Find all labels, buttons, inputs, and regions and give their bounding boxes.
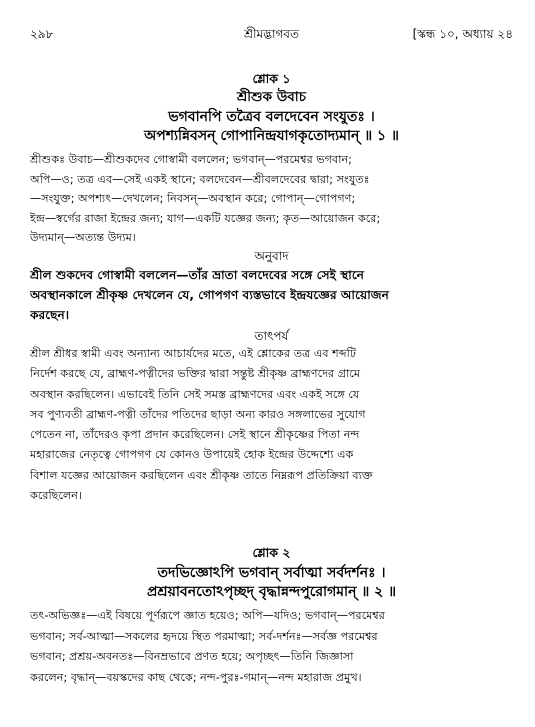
page-number: ২৯৮ <box>30 27 54 41</box>
purport-line: বিশাল যজ্ঞের আয়োজন করছিলেন এবং শ্রীকৃষ্ণ তাতে নিম্নরূপ প্রতিক্রিয়া ব্যক্ত <box>30 468 373 482</box>
synonym-line: ভগবান; প্রশ্রয়-অবনতঃ—বিনম্রভাবে প্রণত হয়ে; অপৃচ্ছৎ—তিনি জিজ্ঞাসা <box>30 650 354 663</box>
verse-line: অপশ্যন্নিবসন্ গোপানিন্দ্রযাগকৃতোদ্যমান্ ॥ ১ ॥ <box>144 128 399 144</box>
synonym-line: অপি—ও; তত্র এব—সেই একই স্থানে; বলদেবেন—শ্রীবলদেবের দ্বারা; সংযুতঃ <box>30 172 370 186</box>
purport-line: শ্রীল শ্রীধর স্বামী এবং অন্যান্য আচার্যদের মতে, এই শ্লোকের তত্র এব শব্দটি <box>30 347 356 360</box>
translation-line: করছেন। <box>30 308 70 322</box>
page-header <box>30 26 513 46</box>
synonym-line: —সংযুক্ত; অপশ্যৎ—দেখলেন; নিবসন্—অবস্থান করে; গোপান্—গোপগণ; <box>30 192 356 205</box>
purport-line: নির্দেশ করছে যে, ব্রাহ্মণ-পত্নীদের ভক্তির দ্বারা সন্তুষ্ট শ্রীকৃষ্ণ ব্রাহ্মণদের গ্রামে <box>30 367 361 381</box>
translation-heading: অনুবাদ <box>254 249 289 263</box>
purport-line: পেতেন না, তাঁদেরও কৃপা প্রদান করেছিলেন। সেই স্থানে শ্রীকৃষ্ণের পিতা নন্দ <box>30 428 360 442</box>
purport-heading: তাৎপর্য <box>254 329 289 343</box>
synonym-line: ভগবান; সর্ব-আত্মা—সকলের হৃদয়ে স্থিত পরমাত্মা; সর্ব-দর্শনঃ—সর্বজ্ঞ পরমেশ্বর <box>30 629 378 643</box>
purport-line: সব পুণ্যবতী ব্রাহ্মণ-পত্নী তাঁদের পতিদের ছাড়া অন্য কারও সঙ্গলাভের সুযোগ <box>30 407 366 421</box>
translation-line: শ্রীল শুকদেব গোস্বামী বললেন—তাঁর ভ্রাতা বলদেবের সঙ্গে সেই স্থানে <box>30 268 365 282</box>
verse-2-text <box>30 564 513 602</box>
purport-line: অবস্থান করছিলেন। এভাবেই তিনি সেই সমস্ত ব্রাহ্মণদের এবং একই সঙ্গে যে <box>30 387 360 401</box>
verse-line: প্রশ্রয়াবনতোঽপৃচ্ছদ্ বৃদ্ধান্নন্দপুরোগমান্ ॥ ২ ॥ <box>146 584 397 600</box>
translation-line: অবস্থানকালে শ্রীকৃষ্ণ দেখলেন যে, গোপগণ ব্যস্তভাবে ইন্দ্রযজ্ঞের আয়োজন <box>30 288 389 302</box>
synonym-line: তৎ-অভিজ্ঞঃ—এই বিষয়ে পূর্ণরূপে জ্ঞাত হয়েও; অপি—যদিও; ভগবান্—পরমেশ্বর <box>30 609 385 622</box>
verse-line: তদভিজ্ঞোঽপি ভগবান্ সর্বাত্মা সর্বদর্শনঃ । <box>157 565 386 581</box>
verse-1-speaker: শ্রীশুক উবাচ <box>236 89 307 105</box>
purport-text <box>30 344 513 506</box>
verse-line: ভগবানপি তত্রৈব বলদেবেন সংযুতঃ । <box>168 109 375 125</box>
translation-text <box>30 265 513 325</box>
verse-1-text <box>30 108 513 146</box>
chapter-reference: [স্কন্ধ ১০, অধ্যায় ২৪ <box>412 27 513 41</box>
purport-line: মহারাজের নেতৃত্বে গোপগণ যে কোনও উপায়েই হোক ইন্দ্রের উদ্দেশ্যে এক <box>30 448 354 462</box>
synonym-line: ইন্দ্র—স্বর্গের রাজা ইন্দ্রের জন্য; যাগ—একটি যজ্ঞের জন্য; কৃত—আয়োজন করে; <box>30 211 381 225</box>
synonym-line: শ্রীশুকঃ উবাচ—শ্রীশুকদেব গোস্বামী বললেন; ভগবান্—পরমেশ্বর ভগবান; <box>30 153 352 166</box>
verse-2-synonyms <box>30 606 513 688</box>
synonym-line: করলেন; বৃদ্ধান্—বয়স্কদের কাছ থেকে; নন্দ-পুরঃ-গমান্—নন্দ মহারাজ প্রমুখ। <box>30 670 362 684</box>
purport-line: করেছিলেন। <box>30 489 82 503</box>
verse-2-heading: শ্লোক ২ <box>252 545 291 560</box>
verse-1-heading: শ্লোক ১ <box>252 71 291 86</box>
book-title: শ্রীমদ্ভাগবত <box>243 27 299 41</box>
verse-1-synonyms <box>30 150 513 248</box>
synonym-line: উদ্যমান্—অত্যন্ত উদ্যম। <box>30 231 136 244</box>
